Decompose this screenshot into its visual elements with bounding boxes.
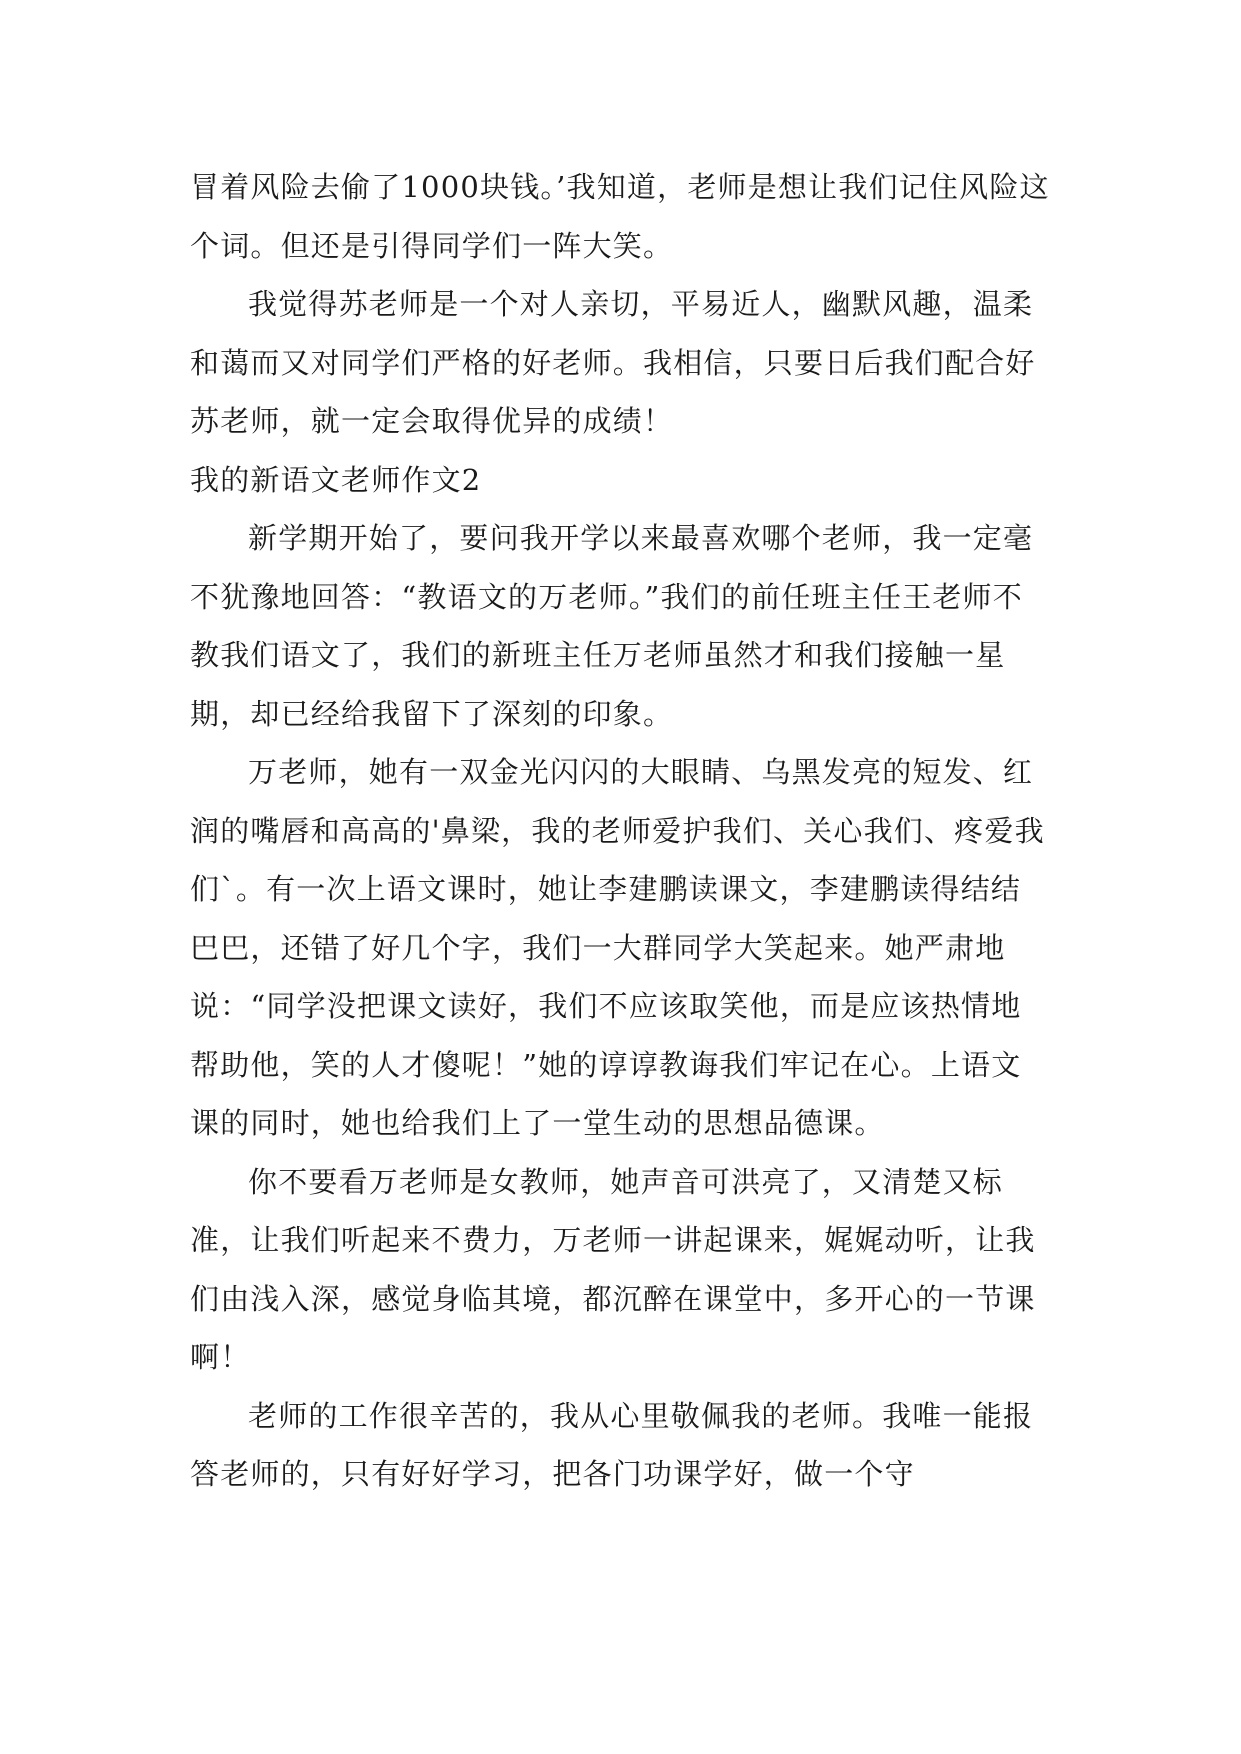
paragraph-3: 新学期开始了，要问我开学以来最喜欢哪个老师，我一定毫不犹豫地回答：“教语文的万老师。”我们的前任班主任王老师不教我们语文了，我们的新班主任万老师虽然才和我们接触一星期，却已经给我留下了深刻的印象。 [190, 521, 1034, 731]
paragraph-5: 你不要看万老师是女教师，她声音可洪亮了，又清楚又标准，让我们听起来不费力，万老师一讲起课来，娓娓动听，让我们由浅入深，感觉身临其境，都沉醉在课堂中，多开心的一节课啊！ [190, 1164, 1036, 1374]
paragraph-2: 我觉得苏老师是一个对人亲切，平易近人，幽默风趣，温柔和蔼而又对同学们严格的好老师。我相信，只要日后我们配合好苏老师，就一定会取得优异的成绩！ [190, 287, 1036, 438]
document-body [190, 158, 1050, 1504]
essay-title-2: 我的新语文老师作文2 [190, 462, 482, 497]
paragraph-4: 万老师，她有一双金光闪闪的大眼睛、乌黑发亮的短发、红润的嘴唇和高高的'鼻梁，我的老师爱护我们、关心我们、疼爱我们`。有一次上语文课时，她让李建鹏读课文，李建鹏读得结结巴巴，还错了好几个字，我们一大群同学大笑起来。她严肃地说：“同学没把课文读好，我们不应该取笑他，而是应该热情地帮助他，笑的人才傻呢！”她的谆谆教诲我们牢记在心。上语文课的同时，她也给我们上了一堂生动的思想品德课。 [190, 755, 1045, 1140]
paragraph-6: 老师的工作很辛苦的，我从心里敬佩我的老师。我唯一能报答老师的，只有好好学习，把各门功课学好，做一个守 [190, 1398, 1034, 1491]
paragraph-1: 冒着风险去偷了1000块钱。’我知道，老师是想让我们记住风险这个词。但还是引得同学们一阵大笑。 [190, 170, 1050, 263]
